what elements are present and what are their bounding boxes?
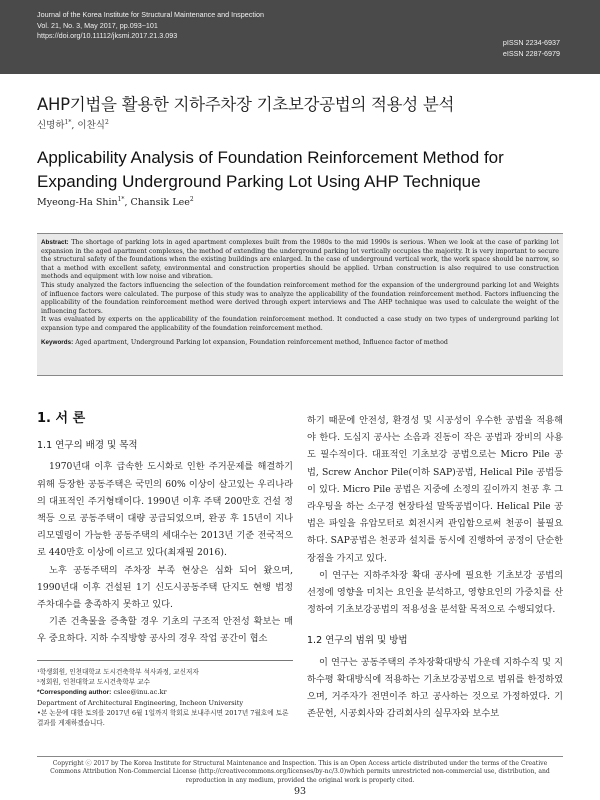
intro-paragraph-1: 1970년대 이후 급속한 도시화로 인한 주거문제를 해결하기 위해 등장한 공동주택은 국민의 60% 이상이 살고있는 우리나라의 대표적인 주거형태이다. 1990년 이후 주택 200만호 건설 정책등 으로 공동주택이 대량 공급되었으며, 완공 후 15년이 지나 리모델링이 가능한 공동주택의 세대수는 2013년 기준 전국적으로 440만호 이상에 이르고 있다(최재필 2016).: [37, 461, 293, 559]
footnote-divider: [37, 660, 293, 661]
author-2-kr: , 이찬식: [71, 120, 105, 131]
corresponding-label: *Corresponding author:: [37, 688, 112, 696]
abstract-paragraph-1: [41, 239, 559, 282]
right-column: [307, 412, 563, 722]
journal-doi[interactable]: https://doi.org/10.11112/jksmi.2017.21.3.093: [37, 31, 178, 40]
author-1-kr: 신명하: [37, 120, 65, 131]
title-english: [37, 146, 577, 194]
footnote-department: Department of Architectural Engineering, Incheon University: [37, 698, 244, 707]
journal-info: [37, 10, 264, 42]
keywords: [41, 339, 559, 348]
footnote-1: ¹학생회원, 인천대학교 도시건축학부 석사과정, 교신저자: [37, 667, 199, 676]
footnote-discussion: •본 논문에 대한 토의를 2017년 6월 1일까지 학회로 보내주시면 2017년 7월호에 토론결과를 게재하겠습니다.: [37, 708, 289, 727]
author-1-en: Myeong-Ha Shin: [37, 197, 118, 208]
keywords-text: Aged apartment, Underground Parking lot expansion, Foundation reinforcement method, Influence factor of method: [75, 338, 448, 346]
left-column: [37, 410, 293, 728]
right-paragraph-2: 이 연구는 지하주차장 확대 공사에 필요한 기초보강 공법의 선정에 영향을 미치는 요인을 분석하고, 영향요인의 가중치를 산정하여 기초보강공법의 적용성을 분석할 목적으로 수행되었다.: [307, 569, 563, 616]
right-paragraph-3: 이 연구는 공동주택의 주차장확대방식 가운데 지하수직 및 지하수평 확대방식에 적용하는 기초보강공법으로 범위를 한정하였으며, 거주자가 전면이주 하고 공사하는 것으로 가정하였다. 기존문헌, 시공회사와 감리회사의 실무자와 보수보: [307, 656, 563, 720]
title-english-line-1: Applicability Analysis of Foundation Reinforcement Method for: [37, 148, 504, 167]
abstract-box: [37, 233, 563, 376]
eissn: eISSN 2287-6979: [502, 48, 560, 58]
section-heading-introduction: 1. 서 론: [37, 411, 86, 426]
abstract-label: Abstract:: [41, 239, 69, 246]
page-number: 93: [293, 786, 307, 797]
right-paragraph-1: 하기 때문에 안전성, 환경성 및 시공성이 우수한 공법을 적용해야 한다. 도심지 공사는 소음과 진동이 작은 공법과 장비의 사용도 필수적이다. 대표적인 기초보강 공법으로는 Micro Pile 공법, Screw Anchor Pile(이하 SAP)공법, Helical Pile 공법등이 있다. Micro Pile 공법은 지중에 소정의 깊이까지 천공 후 그라우팅을 하는 소구경 현장타설 말뚝공법이다. Helical Pile 공법은 파일을 유압모터로 회전시켜 관입함으로써 천공이 불필요하다. SAP공법은 천공과 설치를 동시에 진행하여 공정이 단순한 장점을 가지고 있다.: [307, 415, 563, 564]
authors-english: [37, 197, 194, 208]
journal-header: [0, 0, 600, 74]
footnote-corresponding: [37, 687, 293, 698]
journal-volume: Vol. 21, No. 3, May 2017, pp.093~101: [37, 20, 158, 30]
intro-paragraph-2: 노후 공동주택의 주차장 부족 현상은 심화 되어 왔으며, 1990년대 이후 건설된 1기 신도시공동주택 단지도 현행 법정 주차대수를 충족하지 못하고 있다.: [37, 564, 293, 611]
pissn: pISSN 2234-6937: [502, 38, 560, 47]
footnote-2: ²정회원, 인천대학교 도시건축학부 교수: [37, 677, 150, 686]
abstract-paragraph-3: It was evaluated by experts on the applicability of the foundation reinforcement method. It conducted a case study on two types of underground parking lot expansion type and compared the applicability of the foundation reinforcement method.: [41, 316, 559, 332]
author-2-kr-sup: 2: [104, 118, 109, 126]
abstract-text-1: The shortage of parking lots in aged apartment complexes built from the 1980s to the mid 1990s is serious. When we look at the case of parking lot expansion in the aged apartment complexes, the method of extending the underground parking lot vertically occupies the majority. It is very important to secure the structural safety of the foundations when the existing buildings are enlarged. In the case of underground vertical work, the work space should be narrow, so that a method with excellent safety, environmental and construction properties should be applied. Urban construction is also required to use construction methods and equipment with low noise and vibration.: [41, 239, 560, 281]
title-korean: AHP기법을 활용한 지하주차장 기초보강공법의 적용성 분석: [37, 95, 455, 114]
title-english-line-2: Expanding Underground Parking Lot Using AHP Technique: [37, 172, 481, 191]
journal-name: Journal of the Korea Institute for Structural Maintenance and Inspection: [37, 10, 264, 19]
keywords-label: Keywords:: [41, 338, 74, 346]
author-2-en-sup: 2: [189, 195, 194, 203]
subsection-heading-1-1: 1.1 연구의 배경 및 목적: [37, 440, 138, 452]
intro-paragraph-3: 기존 건축물을 증축할 경우 기초의 구조적 안전성 확보는 매우 중요하다. 지하 수직방향 공사의 경우 작업 공간이 협소: [37, 616, 293, 645]
authors-korean: [37, 117, 109, 131]
corresponding-email[interactable]: cslee@inu.ac.kr: [111, 687, 167, 696]
author-1-en-sup: 1*: [117, 195, 125, 203]
copyright-notice: Copyright ⓒ 2017 by The Korea Institute for Structural Maintenance and Inspection. This is an Open Access article distributed under the terms of the Creative Commons Attribution Non-Commercial License (http://creativecommons.org/licenses/by-nc/3.0)which permits unrestricted non-commercial use, distribution, and reproduction in any medium, provided the original work is properly cited.: [37, 756, 563, 785]
issn-info: [503, 38, 560, 59]
author-1-kr-sup: 1*: [64, 118, 72, 126]
abstract-paragraph-2: This study analyzed the factors influencing the selection of the foundation reinforcement method for the expansion of the underground parking lot and Weights of influence factors were calculated. The purpose of this study was to analyze the applicability of the foundation reinforcement method. Factors influencing the applicability of the foundation reinforcement method were derived through expert interviews and The AHP technique was used to calculate the weight of the influencing factors.: [41, 281, 559, 315]
subsection-heading-1-2: 1.2 연구의 범위 및 방법: [307, 635, 408, 647]
author-2-en: , Chansik Lee: [124, 197, 190, 208]
